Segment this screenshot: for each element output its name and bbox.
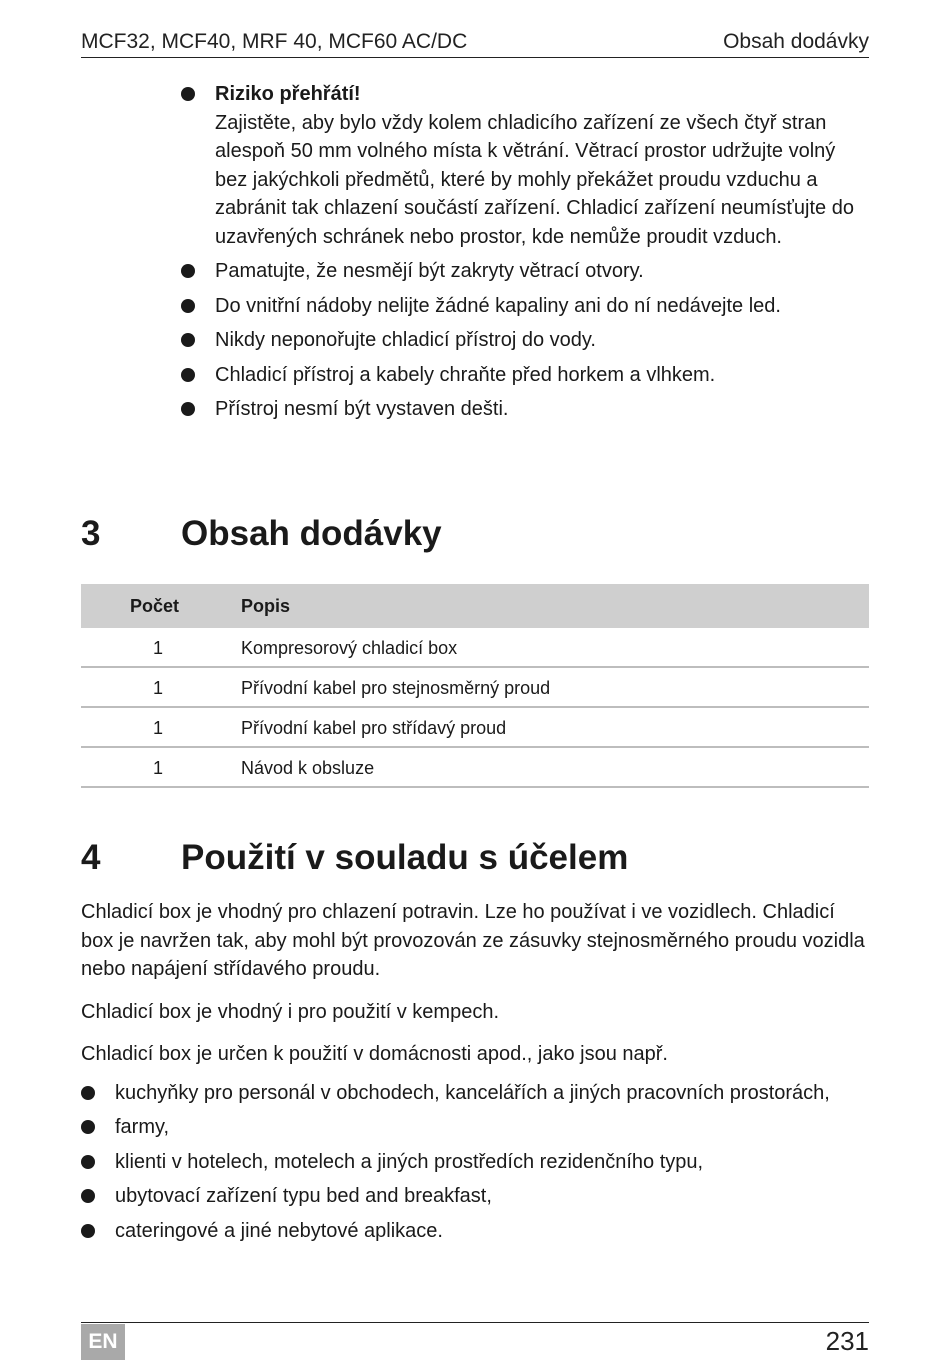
bullet-text: Do vnitřní nádoby nelijte žádné kapaliny ani do ní nedávejte led. (215, 294, 781, 317)
section-title: Použití v souladu s účelem (181, 838, 629, 877)
list-item (81, 1182, 871, 1211)
footer-divider (81, 1322, 869, 1323)
bullet-text: farmy, (115, 1116, 170, 1138)
safety-bullet-list (181, 80, 871, 430)
cell-description: Přívodní kabel pro stejnosměrný proud (241, 678, 551, 698)
section-number: 3 (81, 514, 101, 553)
table-row (81, 708, 869, 748)
list-item (81, 1113, 871, 1142)
language-badge: EN (81, 1324, 125, 1360)
header-models: MCF32, MCF40, MRF 40, MCF60 AC/DC (81, 30, 468, 53)
bullet-text: Zajistěte, aby bylo vždy kolem chladicího zařízení ze všech čtyř stran alespoň 50 mm volného místa k větrání. Větrací prostor udržujte volný bez jakýchkoli předmětů, které by mohly překážet proudu vzduchu a zabránit tak chlazení součástí zařízení. Chladicí zařízení neumísťujte do uzavřených schránek nebo prostor, kde nemůže proudit vzduch. (215, 111, 854, 248)
column-header-description: Popis (241, 596, 291, 616)
bullet-text: cateringové a jiné nebytové aplikace. (115, 1219, 443, 1242)
cell-description: Přívodní kabel pro střídavý proud (241, 718, 507, 738)
bullet-text: Pamatujte, že nesmějí být zakryty větrací otvory. (215, 260, 644, 282)
bullet-text: Přístroj nesmí být vystaven dešti. (215, 398, 509, 420)
bullet-text: klienti v hotelech, motelech a jiných prostředích rezidenčního typu, (115, 1150, 704, 1173)
table-header (81, 584, 869, 628)
bullet-text: kuchyňky pro personál v obchodech, kancelářích a jiných pracovních prostorách, (115, 1081, 830, 1104)
list-item (181, 292, 871, 321)
cell-count: 1 (153, 718, 164, 738)
list-item (181, 395, 871, 424)
column-header-count: Počet (130, 596, 180, 616)
table-row (81, 668, 869, 708)
bullet-text: Nikdy neponořujte chladicí přístroj do vody. (215, 329, 596, 351)
section-number: 4 (81, 838, 101, 877)
list-item (81, 1217, 871, 1246)
paragraph: Chladicí box je vhodný i pro použití v kempech. (81, 1000, 499, 1023)
list-item (81, 1148, 871, 1177)
bullet-text: Chladicí přístroj a kabely chraňte před horkem a vlhkem. (215, 363, 716, 386)
paragraph: Chladicí box je vhodný pro chlazení potravin. Lze ho používat i ve vozidlech. Chladicí box je navržen tak, aby mohl být provozován ze zásuvky stejnosměrného proudu vozidla nebo napájení střídavého proudu. (81, 901, 865, 980)
list-item (181, 257, 871, 286)
bullet-title: Riziko přehřátí! (215, 83, 361, 105)
list-item (81, 1079, 871, 1108)
header-section: Obsah dodávky (723, 30, 869, 53)
cell-count: 1 (153, 678, 164, 698)
bullet-text: ubytovací zařízení typu bed and breakfast, (115, 1185, 492, 1207)
cell-description: Návod k obsluze (241, 758, 375, 778)
list-item (181, 80, 871, 251)
cell-description: Kompresorový chladicí box (241, 638, 458, 658)
section-4-body (81, 898, 871, 1251)
list-item (181, 361, 871, 390)
table-row (81, 628, 869, 668)
list-item (181, 326, 871, 355)
page-header (81, 30, 869, 58)
table-row (81, 748, 869, 788)
usage-bullet-list (81, 1079, 871, 1246)
paragraph: Chladicí box je určen k použití v domácnosti apod., jako jsou např. (81, 1043, 668, 1065)
page-number: 231 (825, 1326, 869, 1356)
cell-count: 1 (153, 638, 164, 658)
section-title: Obsah dodávky (181, 514, 442, 553)
delivery-contents-table (81, 584, 869, 788)
cell-count: 1 (153, 758, 164, 778)
